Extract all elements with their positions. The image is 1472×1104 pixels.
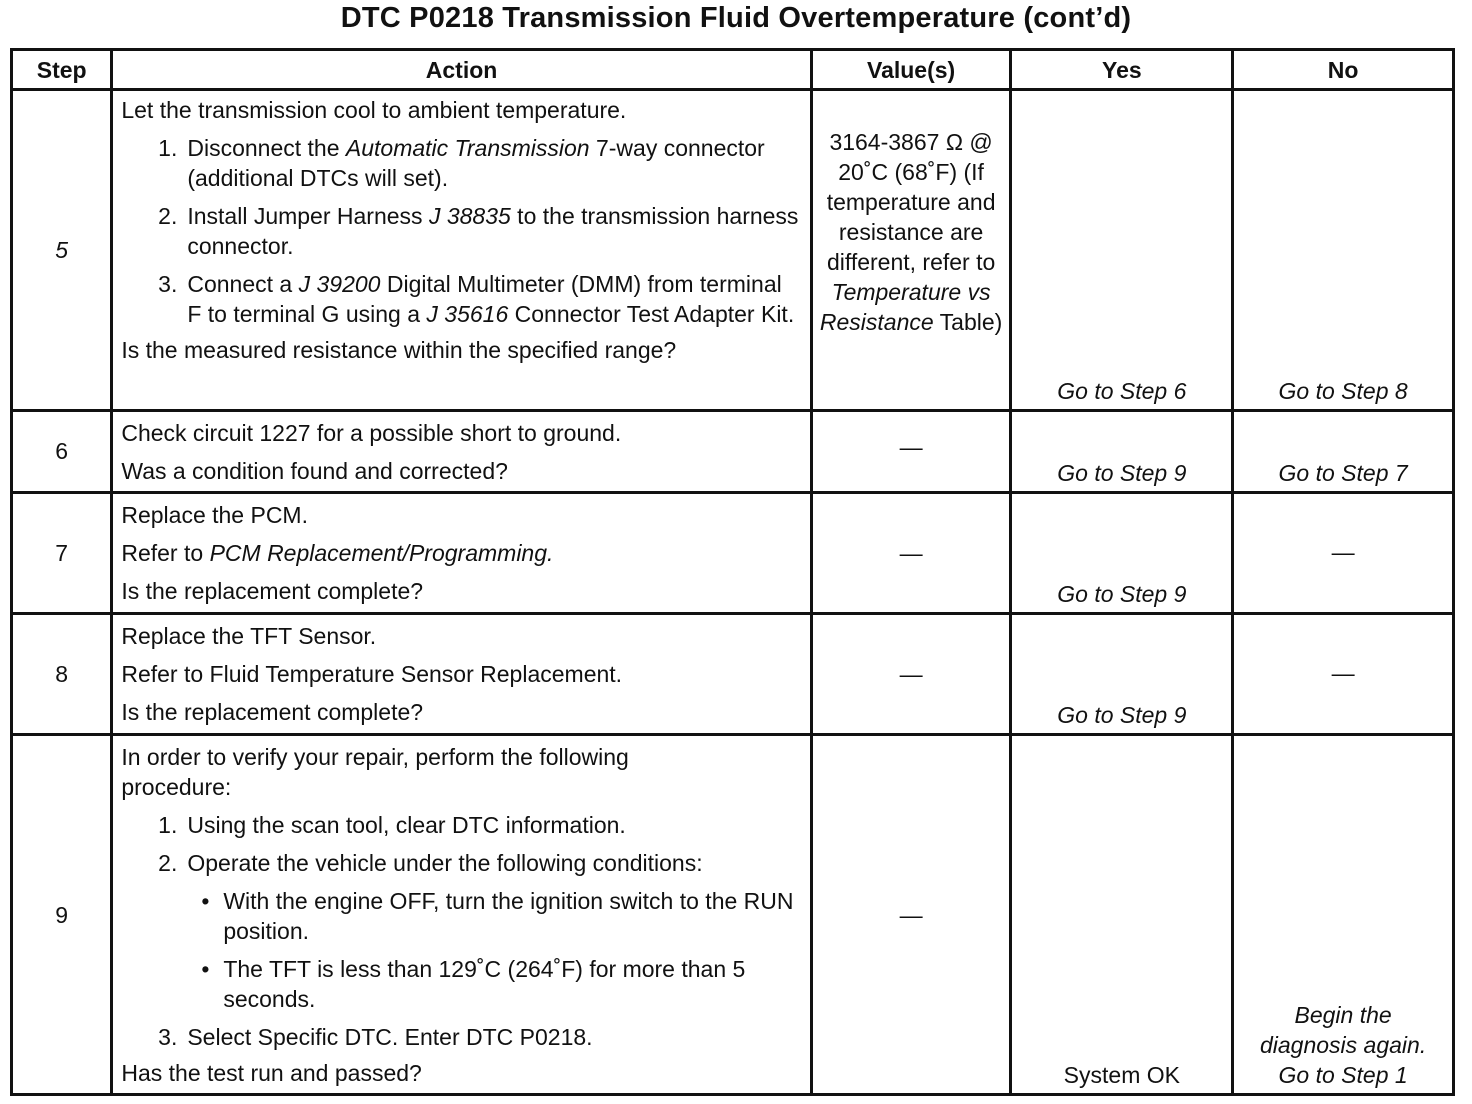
yes-cell xyxy=(1011,411,1233,493)
bullet-item xyxy=(121,886,801,946)
action-cell xyxy=(112,735,811,1095)
yes-cell xyxy=(1011,493,1233,614)
action-cell xyxy=(112,411,811,493)
list-number: 1. xyxy=(158,812,178,838)
action-question: Is the measured resistance within the specified range? xyxy=(121,337,677,363)
table-row-step-7 xyxy=(12,493,1454,614)
list-item xyxy=(121,810,801,840)
action-question: Is the replacement complete? xyxy=(121,699,424,725)
no-dash: — xyxy=(1331,538,1355,565)
list-item xyxy=(121,201,801,261)
no-link: Begin the diagnosis again. Go to Step 1 xyxy=(1259,1002,1427,1088)
list-item xyxy=(121,1022,801,1052)
action-question: Was a condition found and corrected? xyxy=(121,458,508,484)
list-text: Install Jumper Harness xyxy=(187,203,429,229)
value-cell xyxy=(811,614,1011,735)
step-8-label: 8 xyxy=(55,661,69,687)
no-cell xyxy=(1233,735,1454,1095)
no-link: Go to Step 7 xyxy=(1278,460,1408,486)
action-line: Refer to Fluid Temperature Sensor Replacement. xyxy=(121,661,623,687)
list-item xyxy=(121,269,801,329)
action-cell xyxy=(112,493,811,614)
action-cell xyxy=(112,614,811,735)
value-cell xyxy=(811,735,1011,1095)
no-cell xyxy=(1233,614,1454,735)
step-number xyxy=(12,90,112,411)
list-text-italic: J 39200 xyxy=(298,271,381,297)
bullet-text: With the engine OFF, turn the ignition switch to the RUN position. xyxy=(223,888,794,944)
value-dash: — xyxy=(899,540,923,566)
step-number xyxy=(12,493,112,614)
action-cell xyxy=(112,90,811,411)
action-question: Is the replacement complete? xyxy=(121,578,424,604)
value-dash: — xyxy=(899,661,923,687)
header-no: No xyxy=(1233,50,1454,90)
list-number: 3. xyxy=(158,1024,178,1050)
action-line: Check circuit 1227 for a possible short to ground. xyxy=(121,420,622,446)
yes-result: System OK xyxy=(1063,1062,1180,1088)
step-9-label: 9 xyxy=(55,901,69,928)
list-text: Connector Test Adapter Kit. xyxy=(508,301,795,327)
step-6-label: 6 xyxy=(55,438,69,464)
action-line: Replace the PCM. xyxy=(121,502,308,528)
list-number: 3. xyxy=(158,271,178,297)
value-cell xyxy=(811,493,1011,614)
list-text: Disconnect the xyxy=(187,135,346,161)
bullet-icon: • xyxy=(201,888,210,914)
table-row-step-5 xyxy=(12,90,1454,411)
table-row-step-6 xyxy=(12,411,1454,493)
header-action: Action xyxy=(112,50,811,90)
list-text: Operate the vehicle under the following conditions: xyxy=(187,850,703,876)
list-number: 2. xyxy=(158,203,178,229)
header-yes: Yes xyxy=(1011,50,1233,90)
yes-link: Go to Step 6 xyxy=(1057,378,1187,404)
action-intro: In order to verify your repair, perform the following procedure: xyxy=(121,744,629,800)
action-line: Replace the TFT Sensor. xyxy=(121,623,377,649)
yes-cell xyxy=(1011,735,1233,1095)
step-number xyxy=(12,735,112,1095)
list-text: Using the scan tool, clear DTC information. xyxy=(187,812,626,838)
list-text: Digital Multimeter (DMM) from terminal F to terminal G using a xyxy=(187,271,782,327)
value-text: Table) xyxy=(933,309,1003,335)
value-text: 3164-3867 Ω @ 20˚C (68˚F) (If temperature and resistance are different, refer to xyxy=(826,129,996,275)
step-5-label: 5 xyxy=(55,237,69,263)
action-intro: Let the transmission cool to ambient temperature. xyxy=(121,97,627,123)
header-row xyxy=(12,50,1454,90)
yes-cell xyxy=(1011,90,1233,411)
bullet-icon: • xyxy=(201,956,210,982)
no-dash: — xyxy=(1331,659,1355,686)
list-item xyxy=(121,133,801,193)
action-question: Has the test run and passed? xyxy=(121,1060,422,1086)
diagnostic-table xyxy=(10,48,1455,1096)
list-item xyxy=(121,848,801,878)
table-row-step-9 xyxy=(12,735,1454,1095)
list-text: Select Specific DTC. Enter DTC P0218. xyxy=(187,1024,593,1050)
no-cell xyxy=(1233,493,1454,614)
list-text: Connect a xyxy=(187,271,299,297)
step-number xyxy=(12,411,112,493)
value-dash: — xyxy=(899,901,923,928)
no-link: Go to Step 8 xyxy=(1278,378,1408,404)
yes-cell xyxy=(1011,614,1233,735)
yes-link: Go to Step 9 xyxy=(1057,581,1187,607)
list-text: 7-way connector (additional DTCs will set). xyxy=(187,135,765,191)
step-7-label: 7 xyxy=(55,540,69,566)
list-number: 1. xyxy=(158,135,178,161)
page-title: DTC P0218 Transmission Fluid Overtemperature (cont’d) xyxy=(340,2,1132,34)
yes-link: Go to Step 9 xyxy=(1057,460,1187,486)
list-text: to the transmission harness connector. xyxy=(187,203,799,259)
list-number: 2. xyxy=(158,850,178,876)
no-cell xyxy=(1233,90,1454,411)
bullet-text: The TFT is less than 129˚C (264˚F) for more than 5 seconds. xyxy=(223,956,746,1012)
header-step: Step xyxy=(12,50,112,90)
header-values: Value(s) xyxy=(811,50,1011,90)
list-text-italic: J 35616 xyxy=(426,301,509,327)
step-number xyxy=(12,614,112,735)
action-line-italic: PCM Replacement/Programming. xyxy=(209,540,554,566)
list-text-italic: Automatic Transmission xyxy=(345,135,590,161)
bullet-item xyxy=(121,954,801,1014)
value-cell xyxy=(811,90,1011,411)
table-row-step-8 xyxy=(12,614,1454,735)
yes-link: Go to Step 9 xyxy=(1057,702,1187,728)
value-text-italic: Temperature vs Resistance xyxy=(819,279,991,335)
action-line: Refer to xyxy=(121,540,210,566)
value-dash: — xyxy=(899,434,923,460)
no-cell xyxy=(1233,411,1454,493)
list-text-italic: J 38835 xyxy=(428,203,511,229)
value-cell xyxy=(811,411,1011,493)
